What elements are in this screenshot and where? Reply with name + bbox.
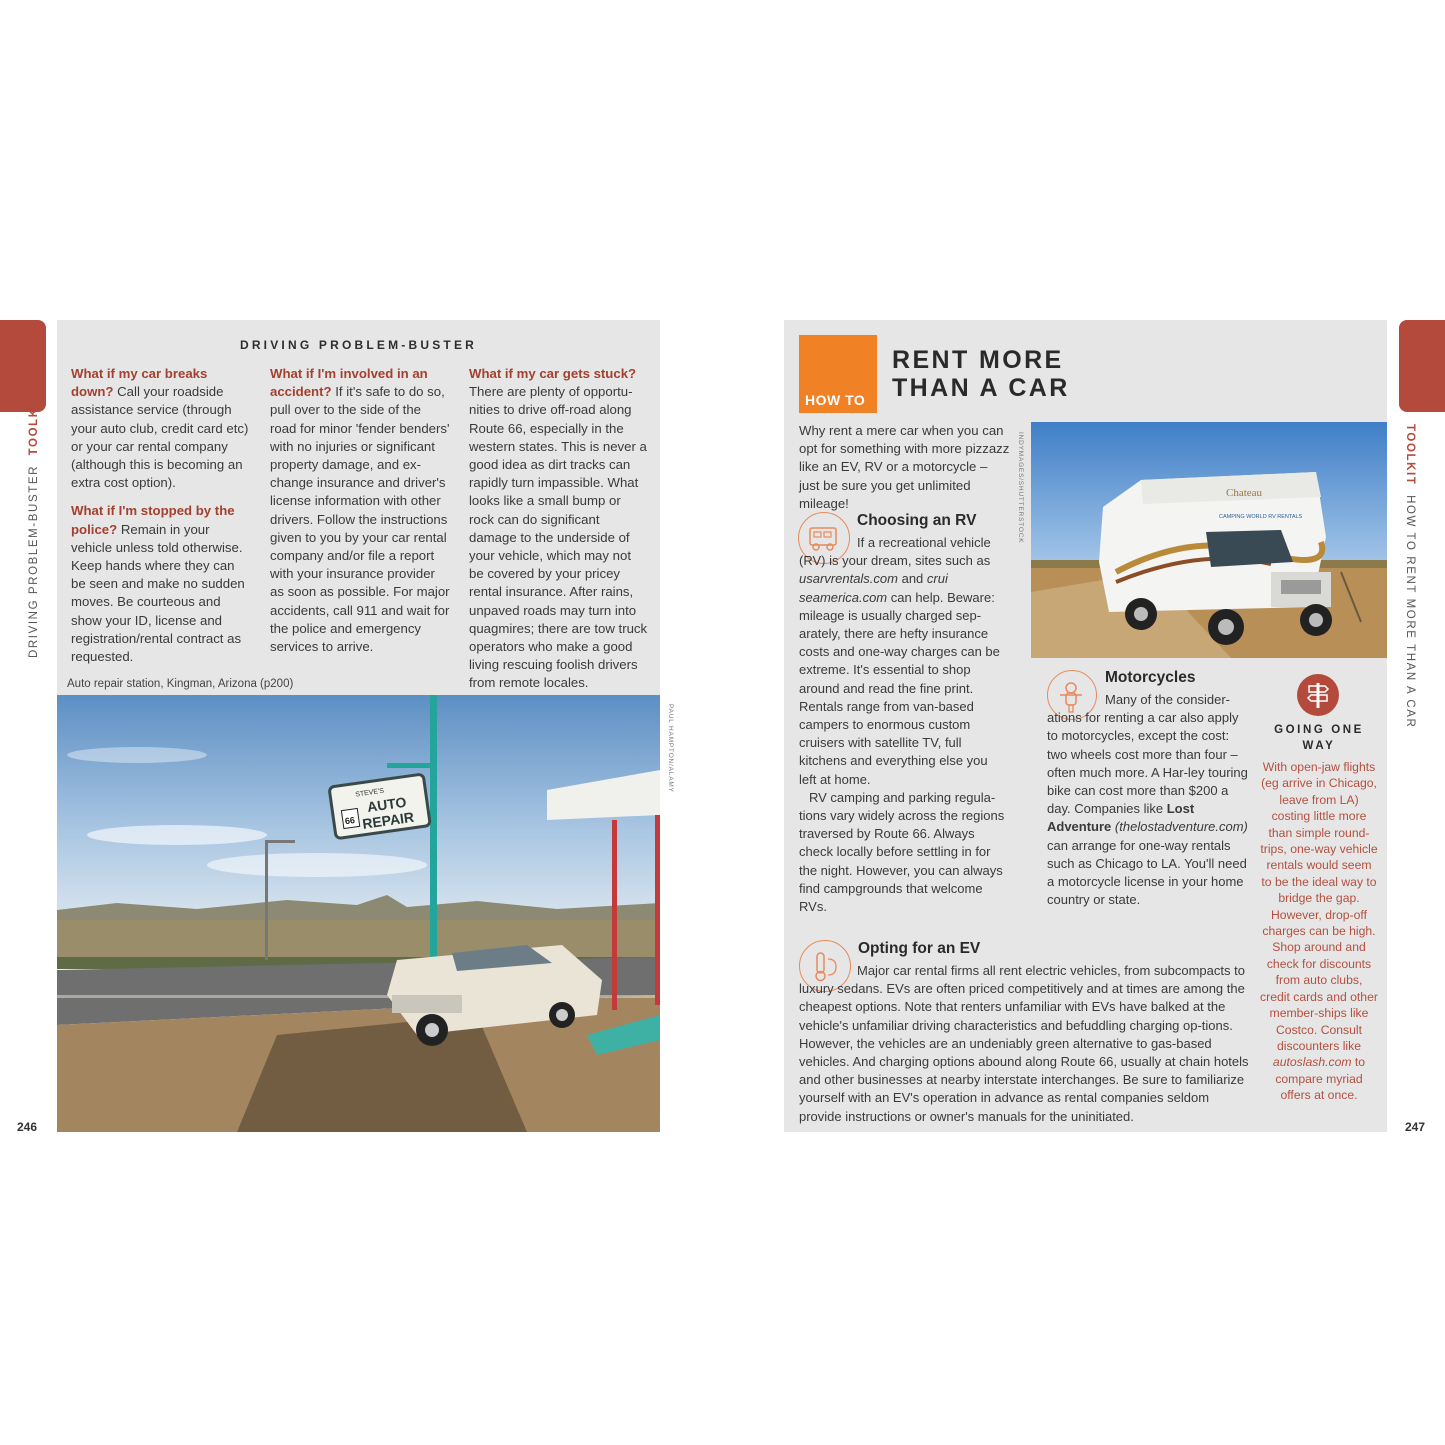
- question-stuck: What if my car gets stuck?: [469, 366, 637, 381]
- right-running-head: TOOLKIT HOW TO RENT MORE THAN A CAR: [1404, 424, 1416, 729]
- column-3: [469, 365, 649, 703]
- rv-text-2: and: [897, 571, 927, 587]
- column-1: [71, 365, 251, 676]
- ev-text: [799, 962, 1249, 1136]
- heading-motorcycles: Motorcycles: [1105, 669, 1196, 686]
- question-police: What if I'm stopped by the police?: [71, 503, 235, 537]
- photo-caption: Auto repair station, Kingman, Arizona (p200): [67, 678, 294, 690]
- rv-photo: [1031, 422, 1387, 658]
- auto-repair-photo: [57, 695, 660, 1132]
- ev-paragraph: Major car rental firms all rent electric vehicles, from subcompacts to luxury sedans. EVs are often priced competitively and at times are among the cheapest options. Note that renters unfamiliar with EVs have balked at the vehicle's unfamiliar driving characteristics and befuddling charging op-tions. However, the vehicles are an undeniably green alternative to gas-based vehicles. And charging options abound along Route 66, usually at chain hotels and other businesses at nearby interstate interchanges. Be sure to familiarize yourself with an EV's operation in advance as rental companies seldom provide instructions or owner's manuals for the uninitiated.: [799, 963, 1249, 1124]
- rv-text-3: can help. Beware: mileage is usually charged sep-arately, there are hefty insurance costs and one-way charges can be extreme. It's essential to shop around and read the fine print. Rentals range from van-based campers to enormous custom cruisers with satellite TV, full kitchens and everything else you left at home.: [799, 589, 1000, 787]
- column-2: [270, 365, 450, 666]
- question-accident: What if I'm involved in an accident?: [270, 366, 428, 400]
- heading-choosing-rv: Choosing an RV: [857, 512, 977, 529]
- page-title-line-1: RENT MORE: [892, 346, 1064, 374]
- how-to-badge: [799, 335, 877, 413]
- moto-company-name: Lost Adventure: [1047, 801, 1195, 835]
- page-number-left: 246: [17, 1120, 38, 1134]
- left-running-head: DRIVING PROBLEM-BUSTER TOOLKIT: [28, 393, 40, 658]
- rv-link-cruiseamerica[interactable]: crui seamerica.com: [799, 571, 948, 605]
- rv-text: [799, 534, 1007, 926]
- answer-police: Remain in your vehicle unless told otherwise. Keep hands where they can be seen and make no sudden moves. Be courteous and show your ID, license and registration/rental contract as requested.: [71, 521, 245, 665]
- moto-text-2: can arrange for one-way rentals such as Chicago to LA. You'll need a motorcycle license in your home country or state.: [1047, 837, 1247, 908]
- answer-breakdown: Call your roadside assistance service (through your auto club, credit card etc) or your car rental company (although this is becoming an extra cost option).: [71, 384, 249, 491]
- rv-text-4: RV camping and parking regula-tions vary widely across the regions traversed by Route 66. Always check locally before settling in for the night. However, you can always find campgrounds that welcome RVs.: [799, 789, 1005, 915]
- how-to-label: HOW TO: [805, 392, 866, 408]
- page-title: [892, 346, 1070, 402]
- intro-text: Why rent a mere car when you can opt for something with more pizzazz like an EV, RV or a motorcycle – just be sure you get unlimited mileage!: [799, 423, 1010, 511]
- rv-text-1: If a recreational vehicle (RV) is your dream, sites such as: [799, 535, 991, 569]
- page-title-line-2: THAN A CAR: [892, 374, 1070, 402]
- right-section-tab: [1399, 320, 1445, 412]
- signpost-icon: [1297, 674, 1339, 716]
- sign-route-number: 66: [344, 814, 356, 827]
- answer-stuck: There are plenty of opportu-nities to drive off-road along Route 66, especially in the western states. This is never a good idea as dirt tracks can rapidly turn impassible. What looks like a small bump or rock can do significant damage to the underside of your vehicle, which may not be covered by your pricey rental insurance. After rains, unpaved roads may turn into quagmires; there are tow truck operators who make a good living rescuing foolish drivers from remote locales.: [469, 384, 648, 691]
- sidebar-title: GOING ONE WAY: [1274, 724, 1364, 752]
- sign-repair-text: REPAIR: [361, 808, 415, 832]
- rv-brand-text: Chateau: [1226, 487, 1263, 499]
- sign-small-text: STEVE'S: [354, 787, 385, 799]
- rv-decal-text: CAMPING WORLD RV RENTALS: [1219, 514, 1303, 520]
- moto-link-lostadventure[interactable]: (thelostadventure.com): [1114, 819, 1248, 835]
- sidebar-link-autoslash[interactable]: autoslash.com: [1272, 1055, 1352, 1070]
- sign-auto-text: AUTO: [366, 793, 408, 816]
- answer-accident: If it's safe to do so, pull over to the side of the road for minor 'fender benders' with no injuries or significant property damage, and ex-change insurance and driver's license information with other drivers. Follow the instructions given to you by your car rental company and/or file a report with your insurance provider as soon as possible. For major accidents, call 911 and wait for the police and emergency services to arrive.: [270, 384, 450, 655]
- page-number-right: 247: [1405, 1120, 1426, 1134]
- photo-credit-left: PAUL HAMPTON/ALAMY: [667, 704, 674, 793]
- question-breakdown: What if my car breaks down?: [71, 366, 208, 400]
- photo-credit-right: INDYMAGES/SHUTTERSTOCK: [1017, 432, 1024, 544]
- sidebar-text-1: With open-jaw flights (eg arrive in Chicago, leave from LA) costing little more than simple round-trips, one-way vehicle rentals would seem to be the ideal way to bridge the gap. However, drop-off charges can be high. Shop around and check for discounts from auto clubs, credit cards and other member-ships like Costco. Consult discounters like: [1260, 760, 1378, 1053]
- heading-opting-ev: Opting for an EV: [858, 940, 981, 957]
- sidebar-text-2: to compare myriad offers at once.: [1275, 1055, 1366, 1103]
- rv-link-usarvrentals[interactable]: usarvrentals.com: [799, 571, 898, 587]
- section-title: DRIVING PROBLEM-BUSTER: [239, 338, 478, 352]
- moto-text-1: Many of the consider-ations for renting a car also apply to motorcycles, except the cost: two wheels cost more than four – often much more. A Har-ley touring bike can cost more than $200 a day. Companies like: [1047, 692, 1248, 817]
- sidebar-text: [1260, 759, 1378, 1104]
- motorcycle-text: [1047, 691, 1250, 919]
